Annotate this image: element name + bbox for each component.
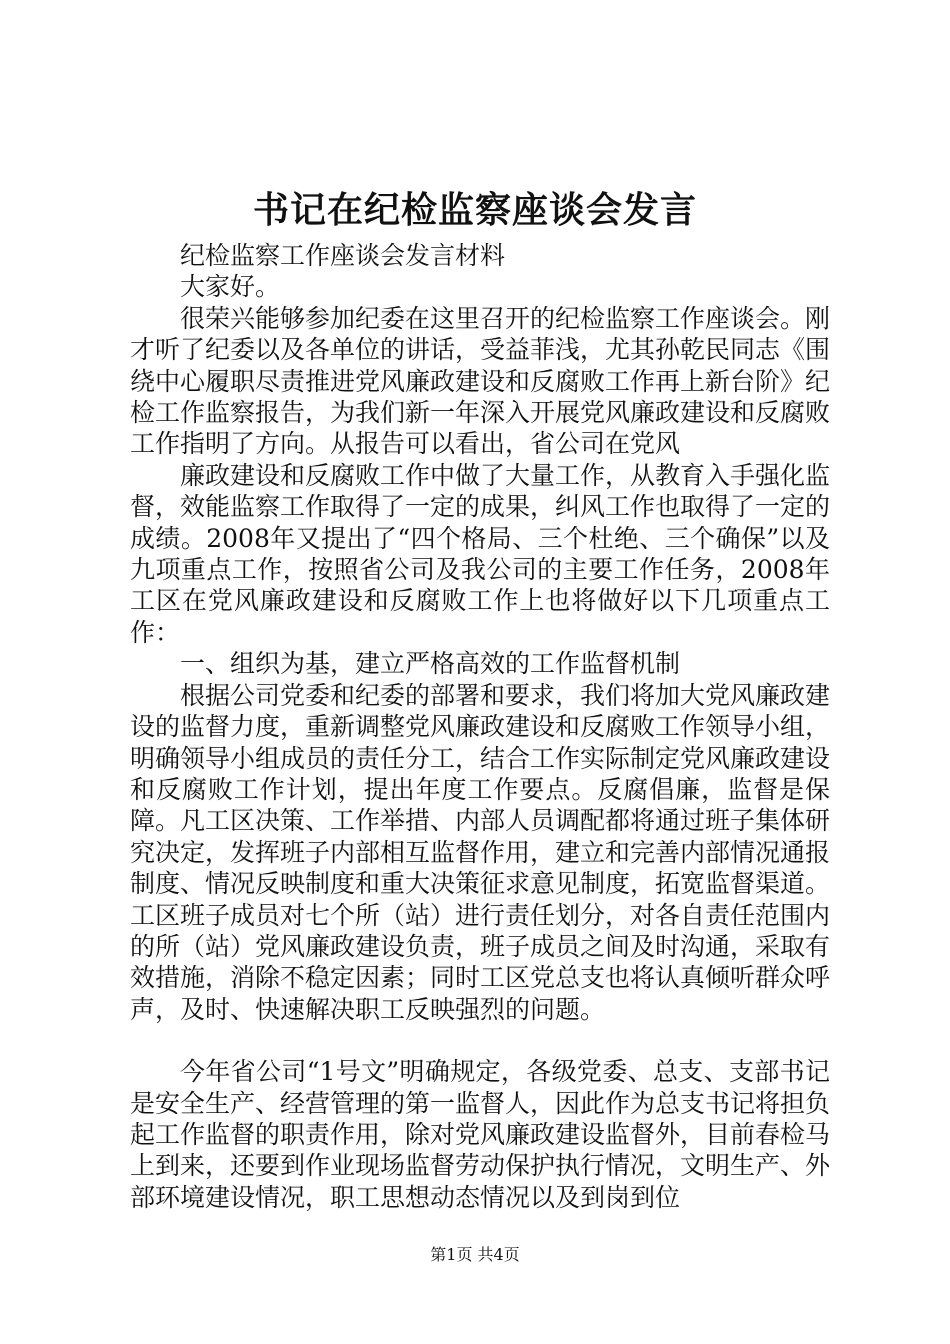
paragraph-supervision-mechanism: 根据公司党委和纪委的部署和要求，我们将加大党风廉政建设的监督力度，重新调整党风廉政建设和反腐败工作领导小组，明确领导小组成员的责任分工，结合工作实际制定党风廉政建设和反腐败工作计划，提出年度工作要点。反腐倡廉，监督是保障。凡工区决策、工作举措、内部人员调配都将通过班子集体研究决定，发挥班子内部相互监督作用，建立和完善内部情况通报制度、情况反映制度和重大决策征求意见制度，拓宽监督渠道。工区班子成员对七个所（站）进行责任划分，对各自责任范围内的所（站）党风廉政建设负责，班子成员之间及时沟通，采取有效措施，消除不稳定因素；同时工区党总支也将认真倾听群众呼声，及时、快速解决职工反映强烈的问题。 xyxy=(130,680,831,1024)
page-number-footer: 第1页 共4页 xyxy=(430,1245,520,1264)
paragraph-intro: 很荣兴能够参加纪委在这里召开的纪检监察工作座谈会。刚才听了纪委以及各单位的讲话，受益菲浅，尤其孙乾民同志《围绕中心履职尽责推进党风廉政建设和反腐败工作再上新台阶》纪检工作监察报告，为我们新一年深入开展党风廉政建设和反腐败工作指明了方向。从报告可以看出，省公司在党风 xyxy=(130,303,831,459)
document-body xyxy=(130,240,830,1213)
paragraph-achievements: 廉政建设和反腐败工作中做了大量工作，从教育入手强化监督，效能监察工作取得了一定的成果，纠风工作也取得了一定的成绩。2008年又提出了“四个格局、三个杜绝、三个确保”以及九项重点工作，按照省公司及我公司的主要工作任务，2008年工区在党风廉政建设和反腐败工作上也将做好以下几项重点工作： xyxy=(130,460,831,647)
section-heading-1: 一、组织为基，建立严格高效的工作监督机制 xyxy=(180,649,681,679)
paragraph-subtitle: 纪检监察工作座谈会发言材料 xyxy=(180,241,506,270)
paragraph-greeting: 大家好。 xyxy=(180,272,281,302)
paragraph-document-no1: 今年省公司“1号文”明确规定，各级党委、总支、支部书记是安全生产、经营管理的第一监督人，因此作为总支书记将担负起工作监督的职责作用，除对党风廉政建设监督外，目前春检马上到来，还要到作业现场监督劳动保护执行情况，文明生产、外部环境建设情况，职工思想动态情况以及到岗到位 xyxy=(130,1057,831,1212)
document-title: 书记在纪检监察座谈会发言 xyxy=(252,189,697,231)
